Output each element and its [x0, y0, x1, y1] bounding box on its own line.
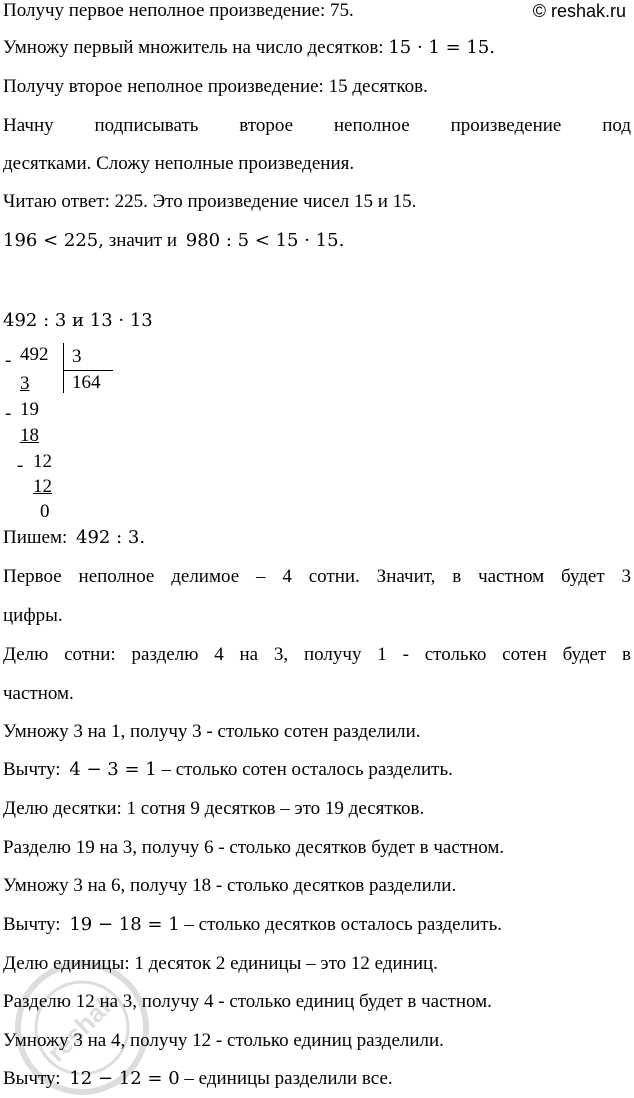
text: – столько десятков осталось разделить. [184, 914, 502, 935]
text-line: Разделю 12 на 3, получу 4 - столько единиц будет в частном. [3, 991, 492, 1012]
text-line: Разделю 19 на 3, получу 6 - столько десятков будет в частном. [3, 837, 505, 858]
text-line: Делю десятки: 1 сотня 9 десятков – это 19 десятков. [3, 798, 425, 819]
copyright: © reshak.ru [532, 1, 626, 21]
division-horizontal-line [63, 370, 113, 371]
text-line [3, 527, 145, 549]
remainder: 0 [40, 501, 50, 522]
text: – единицы разделили все. [184, 1068, 393, 1089]
math-expression: 196 < 225, [3, 230, 104, 251]
text: – столько сотен осталось разделить. [161, 759, 453, 780]
minus-sign: - [5, 350, 12, 371]
divisor: 3 [72, 346, 82, 367]
text-line: Умножу 3 на 1, получу 3 - столько сотен разделили. [3, 721, 421, 742]
math-expression: 492 : 3. [76, 527, 146, 548]
division-vertical-line [63, 343, 64, 393]
svg-text:reshak: reshak [41, 987, 122, 1068]
dividend: 492 [20, 344, 49, 365]
problem-expression: 492 : 3 и 13 · 13 [3, 310, 153, 331]
math-expression: 4 − 3 = 1 [69, 759, 157, 780]
subtrahend: 18 [20, 425, 39, 446]
minus-sign: - [5, 403, 12, 424]
text-line [3, 37, 495, 59]
text: Вычту: [3, 914, 61, 935]
subtrahend: 3 [20, 373, 30, 394]
text-line: Получу второе неполное произведение: 15 десятков. [3, 76, 428, 97]
text-line [3, 914, 502, 936]
text-line: Начну подписывать второе неполное произведение под [3, 115, 631, 136]
text-line: Умножу 3 на 4, получу 12 - столько единиц разделили. [3, 1030, 444, 1051]
text-line: Читаю ответ: 225. Это произведение чисел 15 и 15. [3, 191, 417, 212]
math-expression: 15 · 1 = 15. [388, 37, 496, 58]
text-line: цифры. [3, 605, 63, 626]
remainder: 12 [33, 451, 52, 472]
math-expression: 12 − 12 = 0 [69, 1068, 180, 1089]
text: Вычту: [3, 1068, 61, 1089]
minus-sign: - [17, 455, 24, 476]
text: Вычту: [3, 759, 61, 780]
text-line: Делю единицы: 1 десяток 2 единицы – это 12 единиц. [3, 953, 438, 974]
text-line: Делю сотни: разделю 4 на 3, получу 1 - столько сотен будет в [3, 644, 631, 665]
text-line [3, 759, 453, 781]
text-line: Умножу 3 на 6, получу 18 - столько десятков разделили. [3, 875, 457, 896]
text-line: Первое неполное делимое – 4 сотни. Значит, в частном будет 3 [3, 566, 631, 587]
reshak-watermark-seal [12, 958, 152, 1098]
text-line: десятками. Сложу неполные произведения. [3, 153, 355, 174]
text: значит и [108, 230, 178, 251]
quotient: 164 [72, 372, 101, 393]
text-line [3, 230, 344, 252]
text: Пишем: [3, 527, 68, 548]
subtrahend: 12 [33, 476, 52, 497]
math-expression: 19 − 18 = 1 [69, 914, 180, 935]
text-line: частном. [3, 683, 74, 704]
math-expression: 980 : 5 < 15 · 15. [185, 230, 345, 251]
text: Умножу первый множитель на число десятков: [3, 37, 384, 58]
text-line: Получу первое неполное произведение: 75. [3, 0, 354, 21]
remainder: 19 [20, 399, 39, 420]
